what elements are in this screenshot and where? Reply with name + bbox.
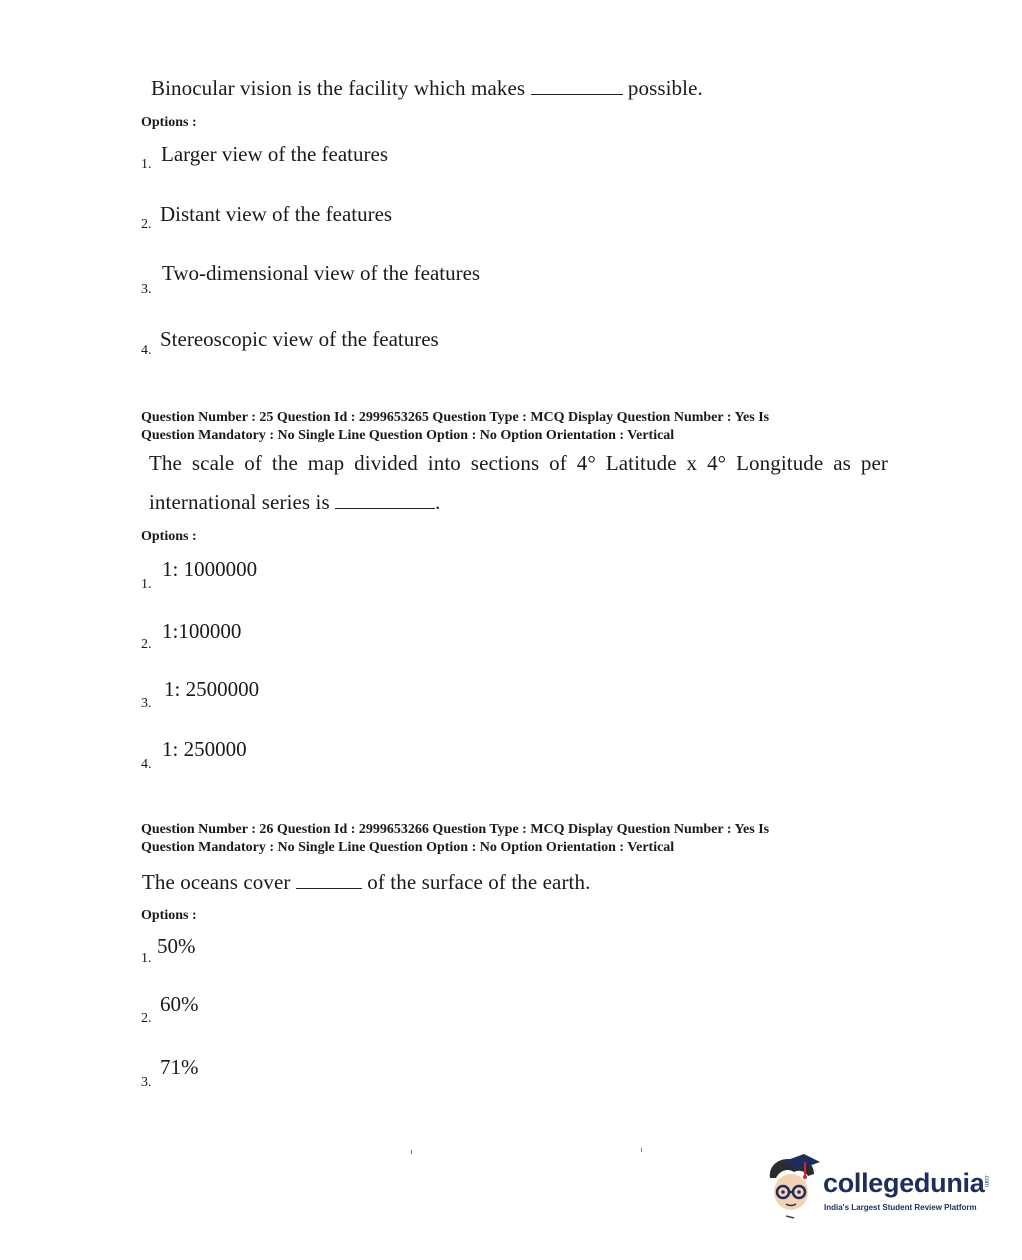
- answer-blank: [335, 490, 435, 509]
- q25-options-label: Options :: [141, 529, 197, 544]
- q24-option-1-number: 1.: [141, 157, 152, 172]
- logo-tagline: India's Largest Student Review Platform: [824, 1203, 977, 1212]
- student-mascot-icon: [764, 1152, 822, 1222]
- q26-option-3-text[interactable]: 71%: [160, 1055, 199, 1079]
- q25-option-4-number: 4.: [141, 757, 152, 772]
- q24-option-3-text[interactable]: Two-dimensional view of the features: [162, 261, 481, 285]
- q24-text-after: possible.: [627, 76, 703, 100]
- q26-option-2-number: 2.: [141, 1011, 152, 1026]
- q24-options-label: Options :: [141, 115, 197, 130]
- q25-question-line-1: The scale of the map divided into sections of 4° Latitude x 4° Longitude as per: [149, 451, 888, 475]
- q25-option-2-number: 2.: [141, 637, 152, 652]
- q24-option-4-number: 4.: [141, 343, 152, 358]
- q24-text-before: Binocular vision is the facility which makes: [151, 76, 526, 100]
- q26-text-after: of the surface of the earth.: [367, 870, 591, 894]
- q24-option-2-text[interactable]: Distant view of the features: [160, 202, 393, 226]
- q24-option-3-number: 3.: [141, 282, 152, 297]
- q25-option-3-text[interactable]: 1: 2500000: [164, 677, 260, 701]
- q26-text-before: The oceans cover: [142, 870, 291, 894]
- q25-option-3-number: 3.: [141, 696, 152, 711]
- q24-option-2-number: 2.: [141, 217, 152, 232]
- q25-option-4-text[interactable]: 1: 250000: [162, 737, 247, 761]
- q26-meta-line-1: Question Number : 26 Question Id : 2999653266 Question Type : MCQ Display Question Number : Yes Is: [141, 822, 770, 837]
- q24-question-text: [151, 76, 703, 101]
- scan-mark: [411, 1150, 412, 1154]
- logo-wordmark: collegedunia: [823, 1168, 985, 1198]
- collegedunia-logo[interactable]: [764, 1152, 1004, 1222]
- q26-question-text: [142, 870, 590, 895]
- q25-option-2-text[interactable]: 1:100000: [162, 619, 242, 643]
- answer-blank: [296, 870, 362, 889]
- q25-meta-line-1: Question Number : 25 Question Id : 2999653265 Question Type : MCQ Display Question Number : Yes Is: [141, 410, 770, 425]
- scan-mark: [641, 1148, 642, 1152]
- q26-option-2-text[interactable]: 60%: [160, 992, 199, 1016]
- q25-option-1-number: 1.: [141, 577, 152, 592]
- answer-blank: [531, 76, 623, 95]
- q26-option-1-text[interactable]: 50%: [157, 934, 196, 958]
- q25-text-end: .: [435, 490, 441, 514]
- q25-text-line-2: international series is: [149, 490, 330, 514]
- q25-option-1-text[interactable]: 1: 1000000: [162, 557, 258, 581]
- q25-question-line-2: [149, 490, 440, 515]
- q26-options-label: Options :: [141, 908, 197, 923]
- q26-option-1-number: 1.: [141, 951, 152, 966]
- q26-meta-line-2: Question Mandatory : No Single Line Question Option : No Option Orientation : Vertical: [141, 840, 675, 855]
- q26-option-3-number: 3.: [141, 1075, 152, 1090]
- logo-domain-suffix: .com: [983, 1174, 989, 1188]
- q25-meta-line-2: Question Mandatory : No Single Line Question Option : No Option Orientation : Vertical: [141, 428, 675, 443]
- q24-option-1-text[interactable]: Larger view of the features: [161, 142, 389, 166]
- q24-option-4-text[interactable]: Stereoscopic view of the features: [160, 327, 439, 351]
